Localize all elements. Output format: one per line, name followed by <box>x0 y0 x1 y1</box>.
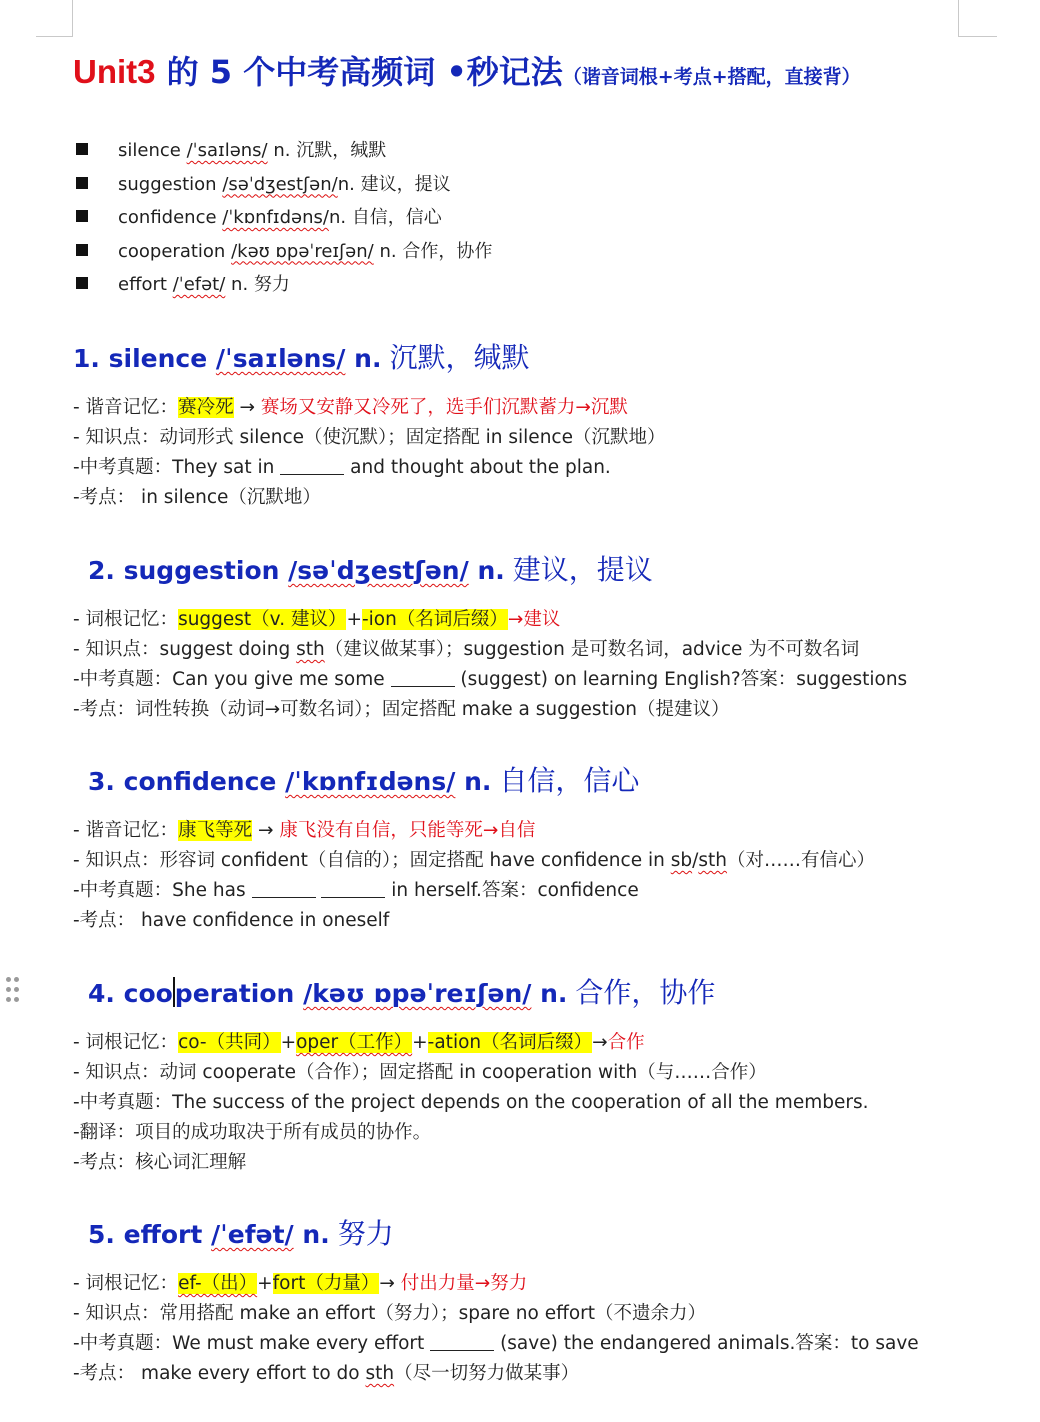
section-heading: 4. cooperation /kəʊ ɒpəˈreɪʃən/ n. 合作，协作 <box>88 976 716 1009</box>
memory-line: - 词根记忆：ef-（出）+fort（力量）→ 付出力量→努力 <box>73 1273 528 1294</box>
square-bullet-icon <box>76 244 88 256</box>
knowledge-line: - 知识点：动词 cooperate（合作）；固定搭配 in cooperation with（与……合作） <box>73 1062 767 1083</box>
fill-blank <box>391 668 455 687</box>
square-bullet-icon <box>76 143 88 155</box>
list-item: cooperation /kəʊ ɒpəˈreɪʃən/ n. 合作，协作 <box>76 237 492 271</box>
exam-line: -中考真题：She has in herself.答案：confidence <box>73 880 639 901</box>
title-subtitle: （谐音词根+考点+搭配，直接背） <box>562 66 861 88</box>
section-cooperation <box>73 973 868 1178</box>
point-line: -考点： make every effort to do sth（尽一切努力做某事） <box>73 1363 580 1384</box>
section-suggestion <box>73 550 907 725</box>
section-confidence <box>73 761 875 936</box>
section-effort <box>73 1214 919 1389</box>
page-corner-mark-right <box>958 0 997 37</box>
knowledge-line: - 知识点：常用搭配 make an effort（努力）；spare no effort（不遗余力） <box>73 1303 707 1324</box>
square-bullet-icon <box>76 177 88 189</box>
memory-line: - 词根记忆：suggest（v. 建议）+-ion（名词后缀）→建议 <box>73 609 561 630</box>
point-line: -考点： in silence（沉默地） <box>73 487 321 508</box>
section-heading: 3. confidence /ˈkɒnfɪdəns/ n. 自信，信心 <box>88 764 640 797</box>
fill-blank <box>280 456 344 475</box>
knowledge-line: - 知识点：动词形式 silence（使沉默）；固定搭配 in silence（沉默地） <box>73 427 666 448</box>
fill-blank <box>252 879 316 898</box>
exam-line: -中考真题：The success of the project depends on the cooperation of all the members. <box>73 1092 869 1113</box>
section-heading: 1. silence /ˈsaɪləns/ n. 沉默，缄默 <box>73 341 530 374</box>
memory-line: - 谐音记忆：康飞等死 → 康飞没有自信，只能等死→自信 <box>73 820 536 841</box>
section-silence <box>73 338 665 513</box>
section-heading: 2. suggestion /səˈdʒestʃən/ n. 建议，提议 <box>88 553 653 586</box>
square-bullet-icon <box>76 210 88 222</box>
point-line: -考点：核心词汇理解 <box>73 1152 247 1173</box>
memory-line: - 谐音记忆：赛冷死 → 赛场又安静又冷死了，选手们沉默蓄力→沉默 <box>73 397 628 418</box>
exam-line: -中考真题：We must make every effort (save) the endangered animals.答案：to save <box>73 1333 919 1354</box>
section-heading: 5. effort /ˈefət/ n. 努力 <box>88 1217 394 1250</box>
page-title <box>73 48 861 102</box>
translation-line: -翻译：项目的成功取决于所有成员的协作。 <box>73 1122 432 1143</box>
title-main: 的 5 个中考高频词 •秒记法 <box>155 53 563 91</box>
memory-line: - 词根记忆：co-（共同）+oper（工作）+-ation（名词后缀）→合作 <box>73 1032 645 1053</box>
title-unit: Unit3 <box>73 53 156 90</box>
point-line: -考点：词性转换（动词→可数名词）；固定搭配 make a suggestion（提建议） <box>73 699 730 720</box>
square-bullet-icon <box>76 277 88 289</box>
block-drag-handle-icon[interactable] <box>4 976 22 1008</box>
list-item: suggestion /səˈdʒestʃən/n. 建议，提议 <box>76 170 492 204</box>
knowledge-line: - 知识点：suggest doing sth（建议做某事）；suggestion 是可数名词，advice 为不可数名词 <box>73 639 860 660</box>
fill-blank <box>321 879 385 898</box>
knowledge-line: - 知识点：形容词 confident（自信的）；固定搭配 have confidence in sb/sth（对……有信心） <box>73 850 875 871</box>
page-corner-mark-left <box>36 0 73 37</box>
list-item: confidence /ˈkɒnfɪdəns/n. 自信，信心 <box>76 203 492 237</box>
exam-line: -中考真题：Can you give me some (suggest) on learning English?答案：suggestions <box>73 669 908 690</box>
word-list <box>76 136 492 304</box>
list-item: effort /ˈefət/ n. 努力 <box>76 270 492 304</box>
exam-line: -中考真题：They sat in and thought about the plan. <box>73 457 611 478</box>
point-line: -考点： have confidence in oneself <box>73 910 390 931</box>
fill-blank <box>430 1332 494 1351</box>
list-item: silence /ˈsaɪləns/ n. 沉默，缄默 <box>76 136 492 170</box>
